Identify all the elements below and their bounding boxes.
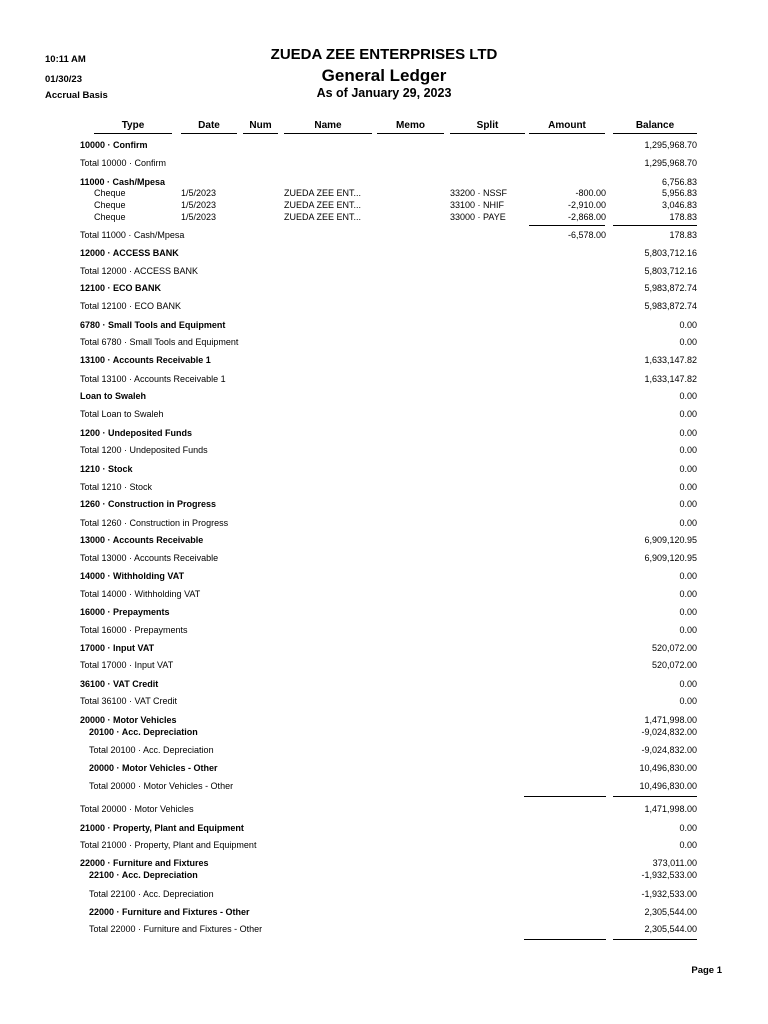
col-num: Num bbox=[249, 120, 272, 131]
col-underline bbox=[529, 133, 605, 134]
ledger-row bbox=[0, 534, 768, 546]
row-label: Total 11000 · Cash/Mpesa bbox=[80, 230, 185, 240]
row-balance: -9,024,832.00 bbox=[641, 745, 697, 755]
ledger-row bbox=[0, 463, 768, 475]
row-label: Total 1210 · Stock bbox=[80, 482, 153, 492]
txn-date: 1/5/2023 bbox=[181, 200, 217, 210]
row-balance: 0.00 bbox=[679, 428, 697, 438]
transaction-row bbox=[0, 187, 768, 199]
txn-amount: -800.00 bbox=[575, 188, 606, 198]
col-underline bbox=[243, 133, 278, 134]
row-balance: 0.00 bbox=[679, 499, 697, 509]
row-balance: 5,983,872.74 bbox=[644, 283, 697, 293]
row-label: 1200 · Undeposited Funds bbox=[80, 428, 193, 438]
row-balance: 6,756.83 bbox=[661, 177, 697, 187]
row-label: Total 12100 · ECO BANK bbox=[80, 301, 182, 311]
row-label: 1260 · Construction in Progress bbox=[80, 499, 217, 509]
row-balance: -9,024,832.00 bbox=[641, 727, 697, 737]
ledger-row bbox=[0, 517, 768, 529]
ledger-row bbox=[0, 869, 768, 881]
row-balance: 3,046.83 bbox=[661, 200, 697, 210]
row-label: 36100 · VAT Credit bbox=[80, 679, 159, 689]
row-label: Total 13000 · Accounts Receivable bbox=[80, 553, 219, 563]
txn-date: 1/5/2023 bbox=[181, 212, 217, 222]
page-number: Page 1 bbox=[691, 965, 722, 976]
row-balance: 0.00 bbox=[679, 589, 697, 599]
row-label: Total 20000 · Motor Vehicles - Other bbox=[89, 781, 234, 791]
row-balance: 0.00 bbox=[679, 464, 697, 474]
col-type: Type bbox=[121, 120, 145, 131]
row-balance: 0.00 bbox=[679, 840, 697, 850]
row-label: 21000 · Property, Plant and Equipment bbox=[80, 823, 244, 833]
row-balance: 520,072.00 bbox=[651, 660, 697, 670]
row-label: 1210 · Stock bbox=[80, 464, 133, 474]
row-label: 16000 · Prepayments bbox=[80, 607, 170, 617]
row-label: 17000 · Input VAT bbox=[80, 643, 155, 653]
ledger-row bbox=[0, 265, 768, 277]
ledger-row bbox=[0, 744, 768, 756]
txn-date: 1/5/2023 bbox=[181, 188, 217, 198]
txn-amount: -2,910.00 bbox=[567, 200, 606, 210]
col-balance: Balance bbox=[635, 120, 675, 131]
row-label: Total 14000 · Withholding VAT bbox=[80, 589, 201, 599]
row-label: 20000 · Motor Vehicles bbox=[80, 715, 177, 725]
ledger-row bbox=[0, 157, 768, 169]
txn-split: 33000 · PAYE bbox=[450, 212, 506, 222]
report-basis: Accrual Basis bbox=[45, 90, 108, 101]
row-balance: 178.83 bbox=[669, 212, 697, 222]
row-label: Total 22000 · Furniture and Fixtures - Other bbox=[89, 924, 263, 934]
row-label: Total 16000 · Prepayments bbox=[80, 625, 188, 635]
row-label: 10000 · Confirm bbox=[80, 140, 148, 150]
ledger-row bbox=[0, 427, 768, 439]
report-title: General Ledger bbox=[321, 66, 447, 85]
row-label: 13100 · Accounts Receivable 1 bbox=[80, 355, 211, 365]
row-label: Total 1200 · Undeposited Funds bbox=[80, 445, 208, 455]
row-balance: 1,471,998.00 bbox=[644, 804, 697, 814]
ledger-row bbox=[0, 588, 768, 600]
row-balance: 0.00 bbox=[679, 607, 697, 617]
row-balance: 0.00 bbox=[679, 696, 697, 706]
ledger-row bbox=[0, 498, 768, 510]
row-label: 12100 · ECO BANK bbox=[80, 283, 162, 293]
row-label: 12000 · ACCESS BANK bbox=[80, 248, 179, 258]
ledger-row bbox=[0, 481, 768, 493]
row-amount: -6,578.00 bbox=[567, 230, 606, 240]
transaction-row bbox=[0, 211, 768, 223]
ledger-row bbox=[0, 659, 768, 671]
ledger-row bbox=[0, 444, 768, 456]
report-time: 10:11 AM bbox=[45, 54, 86, 65]
row-balance: 5,956.83 bbox=[661, 188, 697, 198]
col-underline bbox=[377, 133, 444, 134]
ledger-row bbox=[0, 624, 768, 636]
ledger-row bbox=[0, 803, 768, 815]
row-balance: 0.00 bbox=[679, 320, 697, 330]
ledger-row bbox=[0, 642, 768, 654]
txn-split: 33200 · NSSF bbox=[450, 188, 508, 198]
subtotal-line bbox=[613, 796, 697, 797]
row-label: Total Loan to Swaleh bbox=[80, 409, 164, 419]
row-label: Total 13100 · Accounts Receivable 1 bbox=[80, 374, 226, 384]
row-balance: 0.00 bbox=[679, 823, 697, 833]
row-balance: 0.00 bbox=[679, 337, 697, 347]
transaction-row bbox=[0, 199, 768, 211]
ledger-row bbox=[0, 714, 768, 726]
txn-name: ZUEDA ZEE ENT... bbox=[284, 200, 362, 210]
row-label: Loan to Swaleh bbox=[80, 391, 147, 401]
col-split: Split bbox=[476, 120, 499, 131]
row-label: 22000 · Furniture and Fixtures - Other bbox=[89, 907, 250, 917]
ledger-row bbox=[0, 762, 768, 774]
row-label: Total 36100 · VAT Credit bbox=[80, 696, 178, 706]
ledger-row bbox=[0, 839, 768, 851]
ledger-row bbox=[0, 923, 768, 935]
row-balance: 0.00 bbox=[679, 409, 697, 419]
row-label: 13000 · Accounts Receivable bbox=[80, 535, 204, 545]
row-label: Total 17000 · Input VAT bbox=[80, 660, 174, 670]
txn-type: Cheque bbox=[94, 188, 126, 198]
row-balance: 1,295,968.70 bbox=[644, 158, 697, 168]
subtotal-line bbox=[613, 225, 697, 226]
row-balance: 6,909,120.95 bbox=[644, 553, 697, 563]
ledger-row bbox=[0, 606, 768, 618]
row-balance: 1,295,968.70 bbox=[644, 140, 697, 150]
col-underline bbox=[181, 133, 237, 134]
col-amount: Amount bbox=[548, 120, 586, 131]
txn-name: ZUEDA ZEE ENT... bbox=[284, 212, 362, 222]
row-balance: 5,803,712.16 bbox=[644, 266, 697, 276]
row-balance: -1,932,533.00 bbox=[641, 870, 697, 880]
report-date: 01/30/23 bbox=[45, 74, 82, 85]
row-balance: 5,983,872.74 bbox=[644, 301, 697, 311]
ledger-row bbox=[0, 390, 768, 402]
ledger-row bbox=[0, 139, 768, 151]
txn-split: 33100 · NHIF bbox=[450, 200, 505, 210]
txn-type: Cheque bbox=[94, 212, 126, 222]
report-as-of: As of January 29, 2023 bbox=[316, 86, 452, 100]
row-label: Total 21000 · Property, Plant and Equipment bbox=[80, 840, 257, 850]
ledger-row bbox=[0, 570, 768, 582]
ledger-row bbox=[0, 678, 768, 690]
ledger-row bbox=[0, 300, 768, 312]
row-balance: 6,909,120.95 bbox=[644, 535, 697, 545]
row-label: 6780 · Small Tools and Equipment bbox=[80, 320, 226, 330]
row-label: 11000 · Cash/Mpesa bbox=[80, 177, 166, 187]
subtotal-line bbox=[613, 939, 697, 940]
ledger-row bbox=[0, 373, 768, 385]
row-balance: 5,803,712.16 bbox=[644, 248, 697, 258]
company-name: ZUEDA ZEE ENTERPRISES LTD bbox=[270, 46, 498, 63]
row-balance: 0.00 bbox=[679, 482, 697, 492]
row-label: 22100 · Acc. Depreciation bbox=[89, 870, 198, 880]
row-balance: 0.00 bbox=[679, 391, 697, 401]
row-label: Total 20100 · Acc. Depreciation bbox=[89, 745, 214, 755]
row-balance: 1,471,998.00 bbox=[644, 715, 697, 725]
row-balance: 2,305,544.00 bbox=[644, 924, 697, 934]
row-label: Total 1260 · Construction in Progress bbox=[80, 518, 229, 528]
row-label: Total 12000 · ACCESS BANK bbox=[80, 266, 199, 276]
row-balance: 0.00 bbox=[679, 571, 697, 581]
txn-amount: -2,868.00 bbox=[567, 212, 606, 222]
ledger-row bbox=[0, 247, 768, 259]
row-label: 20000 · Motor Vehicles - Other bbox=[89, 763, 218, 773]
col-underline bbox=[450, 133, 525, 134]
ledger-row bbox=[0, 888, 768, 900]
subtotal-line bbox=[529, 225, 605, 226]
row-balance: 1,633,147.82 bbox=[644, 374, 697, 384]
col-memo: Memo bbox=[396, 120, 425, 131]
row-label: Total 22100 · Acc. Depreciation bbox=[89, 889, 214, 899]
ledger-row bbox=[0, 229, 768, 241]
txn-type: Cheque bbox=[94, 200, 126, 210]
ledger-row bbox=[0, 552, 768, 564]
col-underline bbox=[284, 133, 372, 134]
col-date: Date bbox=[198, 120, 220, 131]
row-balance: 10,496,830.00 bbox=[639, 763, 697, 773]
ledger-row bbox=[0, 822, 768, 834]
ledger-row bbox=[0, 906, 768, 918]
row-label: Total 6780 · Small Tools and Equipment bbox=[80, 337, 239, 347]
row-balance: 2,305,544.00 bbox=[644, 907, 697, 917]
row-label: 20100 · Acc. Depreciation bbox=[89, 727, 198, 737]
row-label: 14000 · Withholding VAT bbox=[80, 571, 185, 581]
row-label: Total 10000 · Confirm bbox=[80, 158, 167, 168]
col-underline bbox=[94, 133, 172, 134]
row-balance: 0.00 bbox=[679, 679, 697, 689]
txn-name: ZUEDA ZEE ENT... bbox=[284, 188, 362, 198]
row-balance: 373,011.00 bbox=[652, 858, 697, 868]
ledger-row bbox=[0, 354, 768, 366]
ledger-row bbox=[0, 408, 768, 420]
ledger-row bbox=[0, 695, 768, 707]
ledger-row bbox=[0, 857, 768, 869]
row-balance: 0.00 bbox=[679, 518, 697, 528]
ledger-row bbox=[0, 282, 768, 294]
row-label: 22000 · Furniture and Fixtures bbox=[80, 858, 209, 868]
ledger-row bbox=[0, 780, 768, 792]
row-balance: 1,633,147.82 bbox=[644, 355, 697, 365]
ledger-row bbox=[0, 319, 768, 331]
ledger-row bbox=[0, 726, 768, 738]
row-balance: 178.83 bbox=[669, 230, 697, 240]
row-balance: -1,932,533.00 bbox=[641, 889, 697, 899]
row-balance: 10,496,830.00 bbox=[639, 781, 697, 791]
col-underline bbox=[613, 133, 697, 134]
subtotal-line bbox=[524, 939, 606, 940]
row-label: Total 20000 · Motor Vehicles bbox=[80, 804, 194, 814]
row-balance: 0.00 bbox=[679, 625, 697, 635]
ledger-row bbox=[0, 336, 768, 348]
row-balance: 520,072.00 bbox=[651, 643, 697, 653]
subtotal-line bbox=[524, 796, 606, 797]
col-name: Name bbox=[314, 120, 342, 131]
row-balance: 0.00 bbox=[679, 445, 697, 455]
